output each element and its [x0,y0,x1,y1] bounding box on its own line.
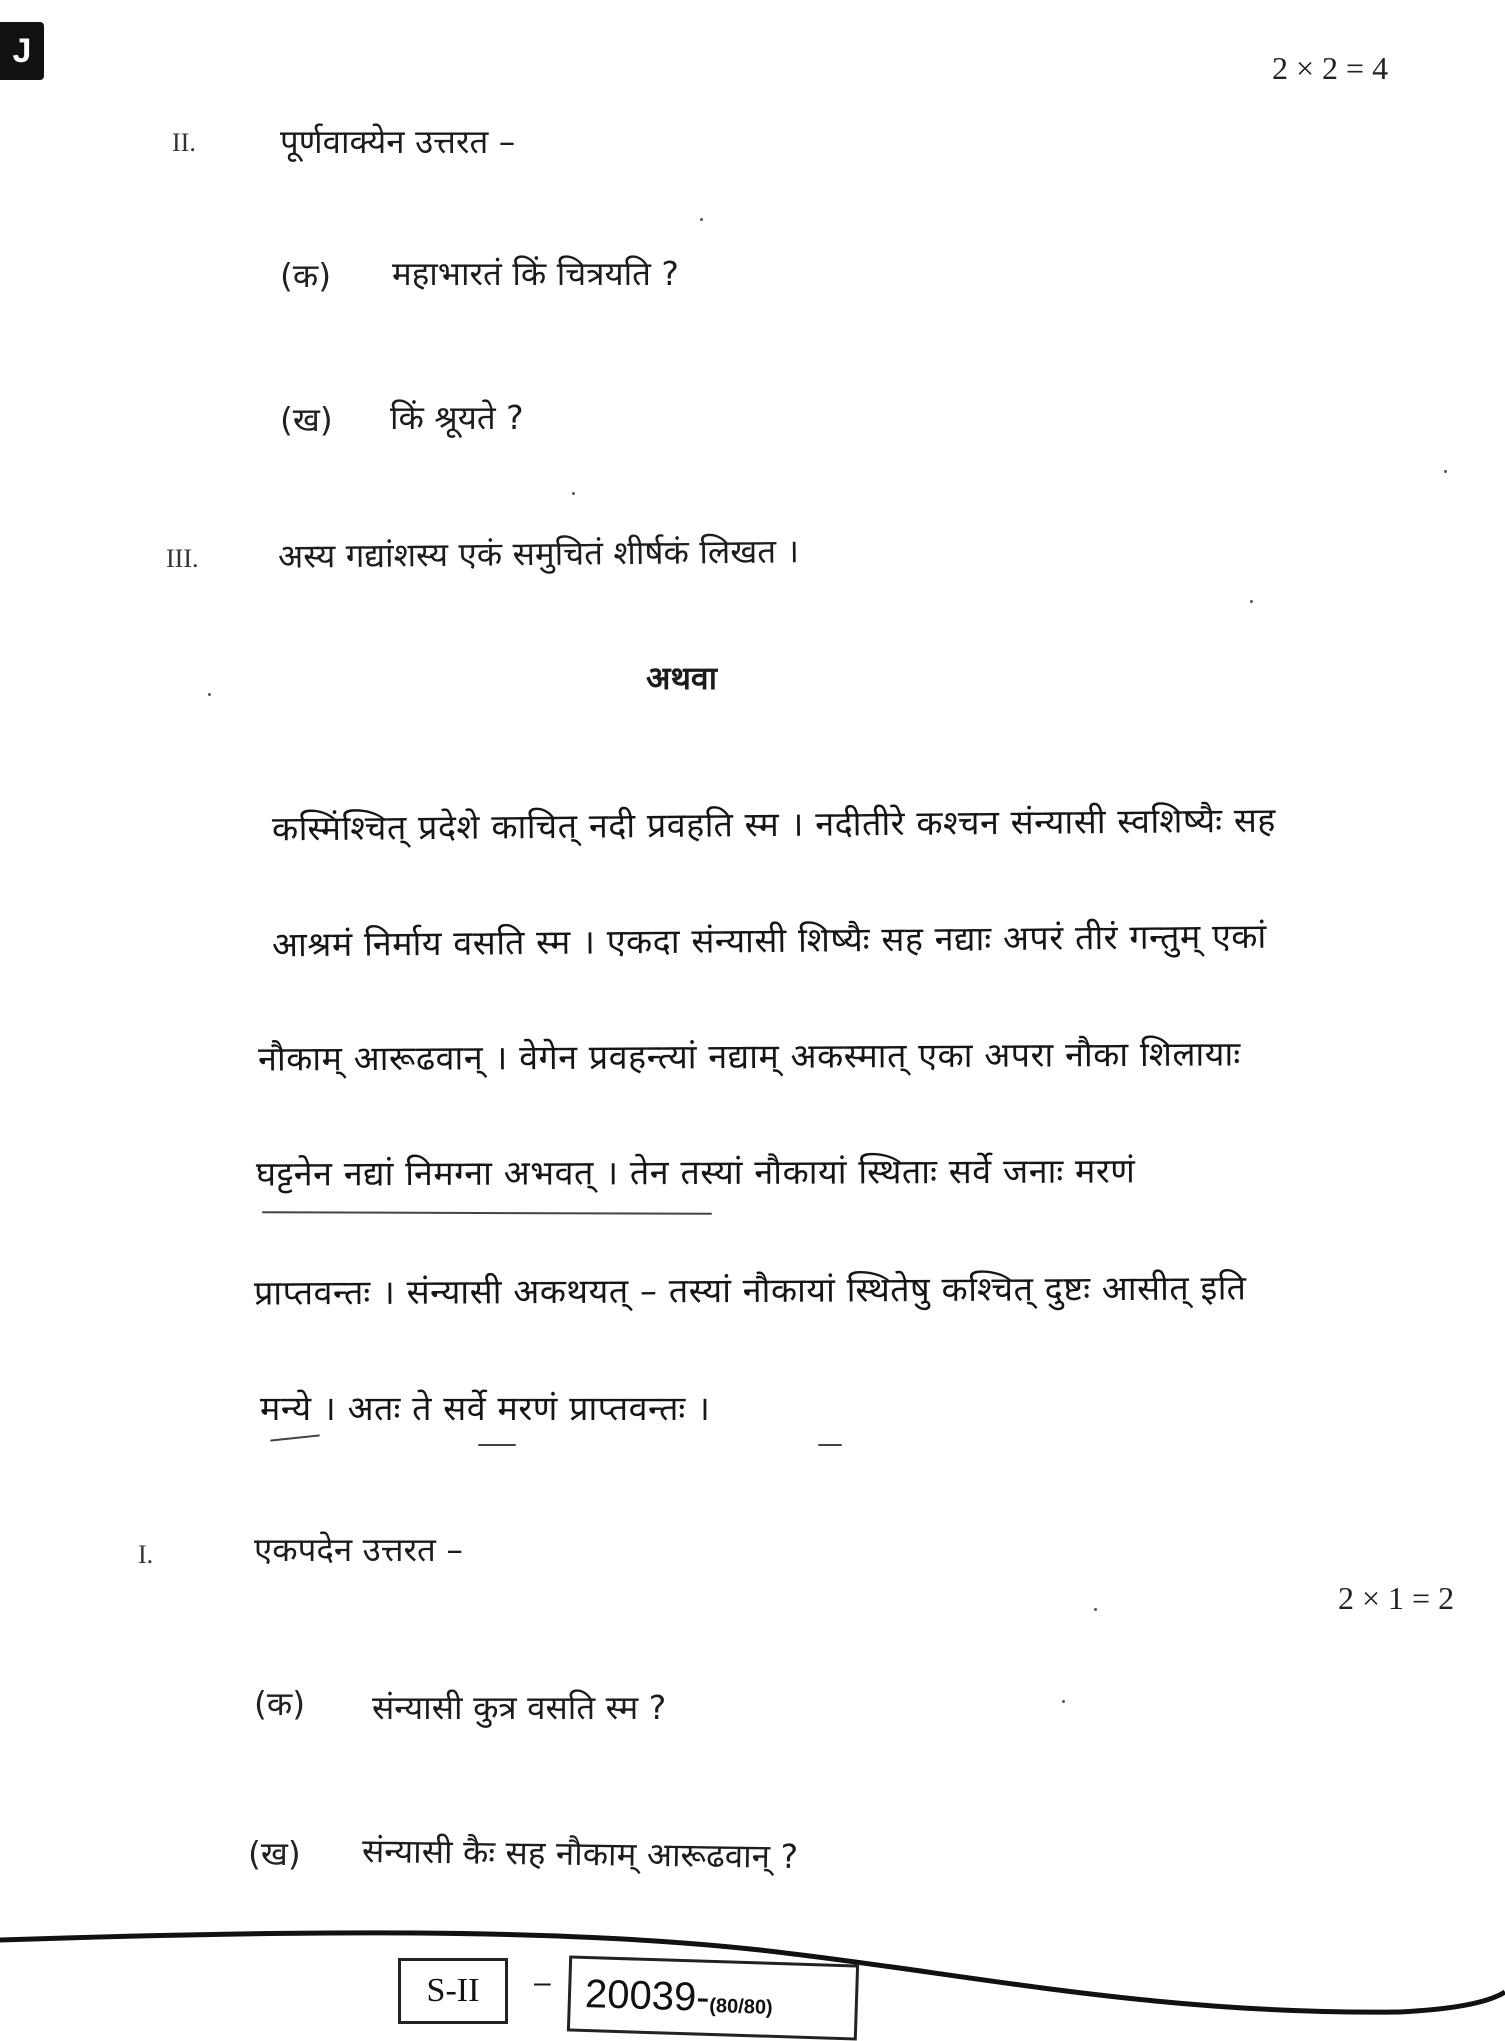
scan-speck [1250,600,1253,603]
passage-line: आश्रमं निर्माय वसति स्म । एकदा संन्यासी शिष्यैः सह नद्याः अपरं तीरं गन्तुम् एकां [271,916,1267,966]
section-ii-marks: 2 × 2 = 4 [1272,50,1389,86]
question-label: (क) [254,1684,306,1723]
pencil-underline [270,1434,320,1441]
question-label: (क) [280,256,332,295]
question-text: महाभारतं किं चित्रयति ? [392,254,679,293]
pencil-underline [262,1211,712,1215]
question-text: किं श्रूयते ? [390,398,524,437]
scan-speck [1062,1700,1065,1703]
series-code-box [398,1958,508,2024]
passage-line: कस्मिंश्चित् प्रदेशे काचित् नदी प्रवहति स्म । नदीतीरे कश्चन संन्यासी स्वशिष्यैः सह [271,800,1277,850]
section-i-marks: 2 × 1 = 2 [1338,1580,1455,1616]
section-i-number: I. [138,1540,154,1569]
section-ii-number: II. [172,128,196,157]
code-separator: – [534,1966,551,1999]
paper-code-box [567,1955,859,2040]
question-label: (ख) [280,400,333,439]
scan-speck [700,218,703,221]
passage-line: मन्ये । अतः ते सर्वे मरणं प्राप्तवन्तः । [260,1389,711,1429]
passage-line: प्राप्तवन्तः । संन्यासी अकथयत् – तस्यां नौकायां स्थितेषु कश्चित् दुष्टः आसीत् इति [253,1268,1247,1314]
passage-line: नौकाम् आरूढवान् । वेगेन प्रवहन्त्यां नद्याम् अकस्मात् एका अपरा नौका शिलायाः [257,1034,1241,1080]
pencil-underline [478,1444,516,1446]
passage-line: घट्टनेन नद्यां निमग्ना अभवत् । तेन तस्यां नौकायां स्थिताः सर्वे जनाः मरणं [255,1151,1136,1195]
alternative-heading: अथवा [646,659,717,697]
scan-speck [572,492,575,495]
section-iii-instruction: अस्य गद्यांशस्य एकं समुचितं शीर्षकं लिखत । [277,531,800,576]
series-code: S-II [426,1972,480,2009]
scan-speck [208,693,211,696]
section-i-instruction: एकपदेन उत्तरत – [254,1530,463,1569]
section-iii-number: III. [166,544,199,573]
corner-page-badge: J [0,22,44,80]
page-fraction: (80/80) [708,1994,774,2019]
section-ii-instruction: पूर्णवाक्येन उत्तरत – [280,122,516,161]
scan-speck [1094,1608,1097,1611]
question-text: संन्यासी कैः सह नौकाम् आरूढवान् ? [361,1830,799,1877]
pencil-underline [818,1444,842,1446]
question-text: संन्यासी कुत्र वसति स्म ? [372,1688,667,1727]
paper-code: 20039- [584,1971,711,2020]
question-label: (ख) [248,1834,301,1873]
scan-speck [1444,470,1447,473]
